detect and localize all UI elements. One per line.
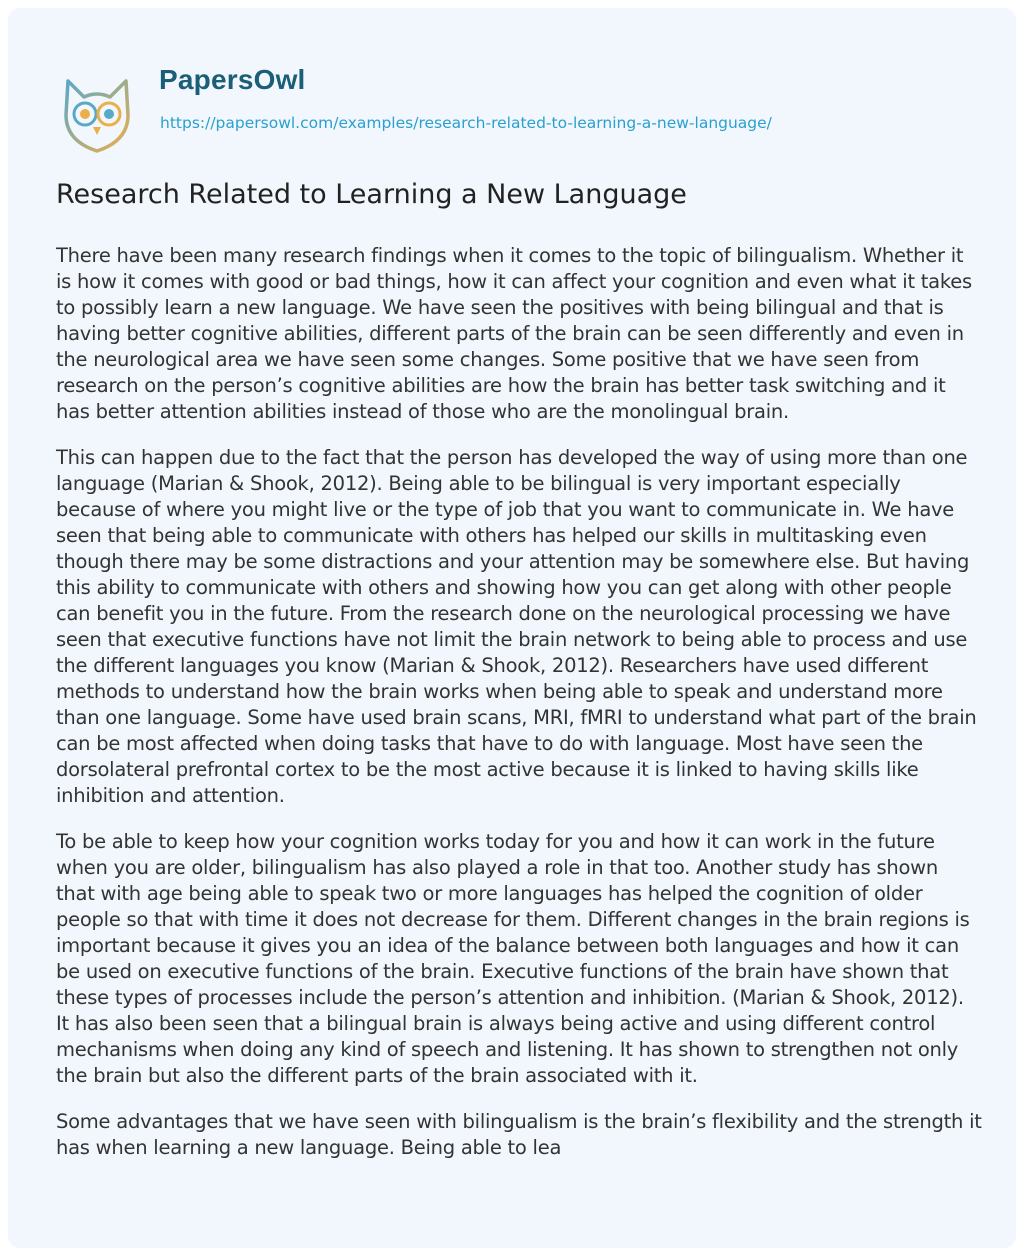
page-card bbox=[8, 8, 1016, 1248]
article-paragraph: There have been many research findings when it comes to the topic of bilingualism. Whether it is how it comes with good or bad things, how it can affect your cognition and even what it takes to possibly learn a new language. We have seen the positives with being bilingual and that is having better cognitive abilities, different parts of the brain can be seen differently and even in the neurological area we have seen some changes. Some positive that we have seen from research on the person’s cognitive abilities are how the brain has better task switching and it has better attention abilities instead of those who are the monolingual brain. bbox=[56, 244, 972, 423]
article-body bbox=[56, 243, 982, 1181]
brand-name[interactable]: PapersOwl bbox=[159, 64, 306, 95]
page-title: Research Related to Learning a New Language bbox=[56, 179, 687, 210]
page-url-link[interactable]: https://papersowl.com/examples/research-related-to-learning-a-new-language/ bbox=[160, 114, 772, 132]
owl-logo-icon[interactable] bbox=[58, 75, 136, 153]
article-paragraph: This can happen due to the fact that the person has developed the way of using more than one language (Marian & Shook, 2012). Being able to be bilingual is very important especially because of where you might live or the type of job that you want to communicate in. We have seen that being able to communicate with others has helped our skills in multitasking even though there may be some distractions and your attention may be somewhere else. But having this ability to communicate with others and showing how you can get along with other people can benefit you in the future. From the research done on the neurological processing we have seen that executive functions have not limit the brain network to being able to process and use the different languages you know (Marian & Shook, 2012). Researchers have used different methods to understand how the brain works when being able to speak and understand more than one language. Some have used brain scans, MRI, fMRI to understand what part of the brain can be most affected when doing tasks that have to do with language. Most have seen the dorsolateral prefrontal cortex to be the most active because it is linked to having skills like inhibition and attention. bbox=[56, 446, 977, 807]
article-paragraph: Some advantages that we have seen with bilingualism is the brain’s flexibility and the strength it has when learning a new language. Being able to lea bbox=[56, 1110, 982, 1159]
article-paragraph: To be able to keep how your cognition works today for you and how it can work in the future when you are older, bilingualism has also played a role in that too. Another study has shown that with age being able to speak two or more languages has helped the cognition of older people so that with time it does not decrease for them. Different changes in the brain regions is important because it gives you an idea of the balance between both languages and how it can be used on executive functions of the brain. Executive functions of the brain have shown that these types of processes include the person’s attention and inhibition. (Marian & Shook, 2012). It has also been seen that a bilingual brain is always being active and using different control mechanisms when doing any kind of speech and listening. It has shown to strengthen not only the brain but also the different parts of the brain associated with it. bbox=[56, 830, 970, 1087]
